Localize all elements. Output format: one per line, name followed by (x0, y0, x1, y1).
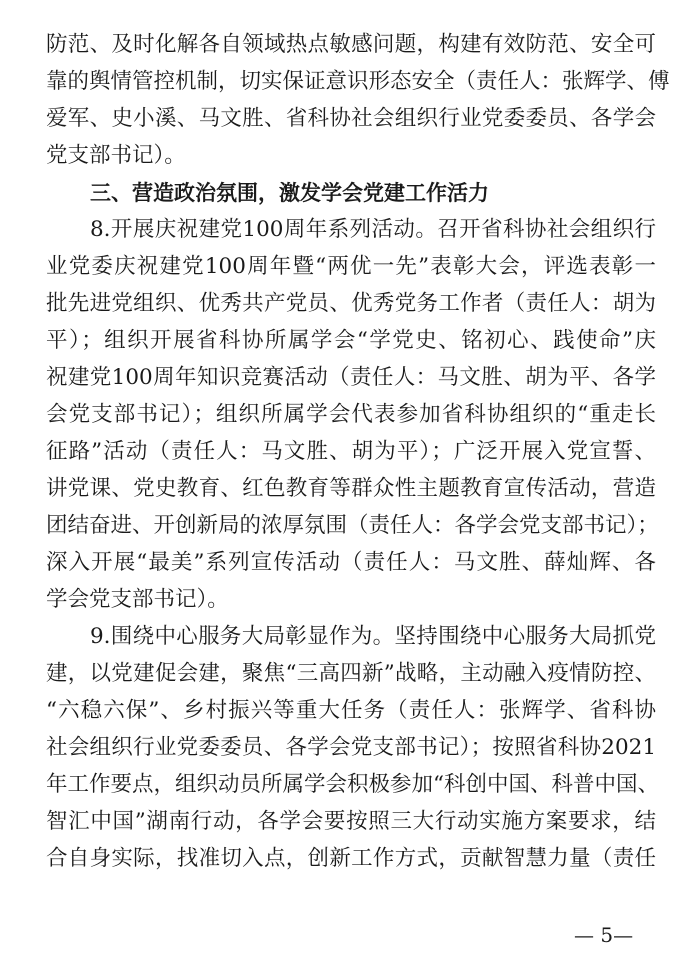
text-line-7: 业党委庆祝建党100周年暨“两优一先”表彰大会，评选表彰一 (46, 254, 656, 279)
text-line-9: 平）；组织开展省科协所属学会“学党史、铭初心、践使命”庆 (46, 328, 656, 353)
text-line-3: 爱军、史小溪、马文胜、省科协社会组织行业党委委员、各学会 (46, 106, 656, 131)
section-heading: 三、营造政治氛围，激发学会党建工作活力 (90, 181, 489, 205)
text-line-4: 党支部书记）。 (46, 143, 186, 168)
text-line-20: 社会组织行业党委委员、各学会党支部书记）；按照省科协2021 (46, 735, 656, 760)
text-line-22: 智汇中国”湖南行动，各学会要按照三大行动实施方案要求，结 (46, 809, 656, 834)
text-line-18: 建，以党建促会建，聚焦“三高四新”战略，主动融入疫情防控、 (46, 661, 656, 686)
text-line-23: 合自身实际，找准切入点，创新工作方式，贡献智慧力量（责任 (46, 846, 656, 871)
text-line-11: 会党支部书记）；组织所属学会代表参加省科协组织的“重走长 (46, 402, 656, 427)
text-line-16: 学会党支部书记）。 (46, 587, 229, 612)
text-line-10: 祝建党100周年知识竞赛活动（责任人：马文胜、胡为平、各学 (46, 365, 656, 390)
text-line-1: 防范、及时化解各自领域热点敏感问题，构建有效防范、安全可 (46, 32, 656, 57)
text-line-6: 8.开展庆祝建党100周年系列活动。召开省科协社会组织行 (90, 217, 656, 242)
text-line-19: “六稳六保”、乡村振兴等重大任务（责任人：张辉学、省科协 (46, 698, 656, 723)
text-line-17: 9.围绕中心服务大局彰显作为。坚持围绕中心服务大局抓党 (90, 624, 656, 649)
text-line-21: 年工作要点，组织动员所属学会积极参加“科创中国、科普中国、 (46, 772, 659, 797)
text-line-13: 讲党课、党史教育、红色教育等群众性主题教育宣传活动，营造 (46, 476, 656, 501)
text-line-8: 批先进党组织、优秀共产党员、优秀党务工作者（责任人：胡为 (46, 291, 656, 316)
page-number: — 5— (574, 923, 634, 947)
text-line-12: 征路”活动（责任人：马文胜、胡为平）；广泛开展入党宣誓、 (46, 439, 656, 464)
text-line-2: 靠的舆情管控机制，切实保证意识形态安全（责任人：张辉学、傅 (46, 69, 670, 94)
text-line-14: 团结奋进、开创新局的浓厚氛围（责任人：各学会党支部书记）； (46, 513, 659, 538)
text-line-15: 深入开展“最美”系列宣传活动（责任人：马文胜、薛灿辉、各 (46, 550, 656, 575)
